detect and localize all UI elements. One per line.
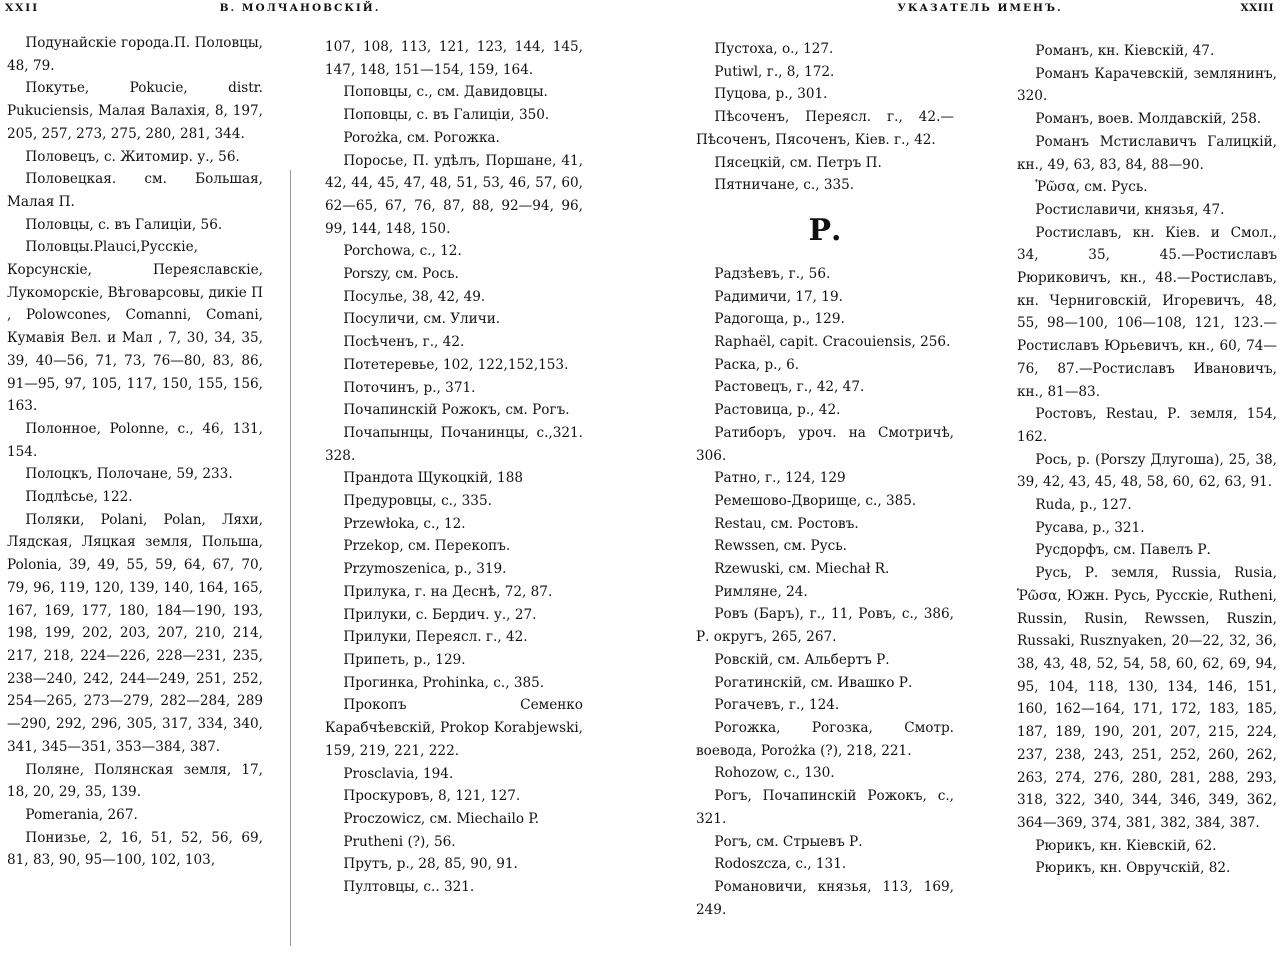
- index-entry: Припеть, р., 129.: [343, 651, 466, 668]
- left-page-column-2: [325, 36, 583, 966]
- index-entry: Поповцы, с., см. Давидовцы.: [343, 84, 548, 101]
- index-entry: Почапинскій Рожокъ, см. Рогъ.: [343, 402, 570, 419]
- index-entry: Проскуровъ, 8, 121, 127.: [343, 788, 521, 805]
- index-entry: Романовичи, князья, 113, 169, 249.: [696, 878, 954, 918]
- left-running-head: [0, 2, 600, 16]
- index-entry: Прилуки, с. Бердич. у., 27.: [343, 606, 537, 623]
- index-entry: Restau, см. Ростовъ.: [714, 515, 859, 532]
- index-entry: Prutheni (?), 56.: [343, 833, 456, 850]
- index-entry: Романъ, кн. Кіевскій, 47.: [1035, 43, 1215, 59]
- index-entry: Русь, Р. земля, Russia, Rusia, Ῥῶσα, Южн. Русь, Русскіе, Rutheni, Russin, Rusin, Rewssen, Ruszin, Russaki, Rusznyaken, 20—22, 32, 36, 38, 43, 48, 52, 54, 58, 60, 62, 69, 94, 95, 104, 118, 130, 134, 146, 151, 160, 162—164, 171, 172, 183, 185, 187, 189, 190, 201, 207, 215, 224, 237, 238, 243, 251, 252, 260, 262, 263, 274, 276, 280, 281, 288, 293, 318, 322, 340, 344, 346, 349, 362, 364—369, 374, 381, 382, 384, 387.: [1017, 565, 1277, 831]
- page-number-right: XXIII: [1240, 2, 1274, 14]
- index-entry: Почапынцы, Почанинцы, с.,321. 328.: [325, 424, 583, 464]
- index-entry: Полоцкъ, Полочане, 59, 233.: [25, 466, 233, 483]
- index-entry: Пултовцы, с.. 321.: [343, 879, 475, 896]
- index-entry: Ремешово-Дворище, с., 385.: [714, 492, 917, 509]
- index-entry: Радзѣевъ, г., 56.: [714, 265, 831, 282]
- index-entry: Подунайскіе города.П. Половцы, 48, 79.: [7, 35, 263, 74]
- continued-entry: 107, 108, 113, 121, 123, 144, 145, 147, 148, 151—154, 159, 164.: [325, 39, 583, 78]
- index-entry: Przewłoka, с., 12.: [343, 515, 466, 532]
- index-entry: Раска, р., 6.: [714, 356, 800, 373]
- index-entry: Ruda, р., 127.: [1035, 497, 1132, 514]
- index-entry: Покутье, Pokucie, distr. Pukuciensis, Малая Валахія, 8, 197, 205, 257, 273, 275, 280, 281, 344.: [7, 80, 263, 142]
- index-entry: Ратно, г., 124, 129: [714, 470, 846, 487]
- index-entry: Ростовъ, Restau, Р. земля, 154, 162.: [1017, 406, 1277, 445]
- running-title-right: УКАЗАТЕЛЬ ИМЕНЪ.: [897, 2, 1063, 14]
- index-entry: Rewssen, см. Русь.: [714, 538, 847, 555]
- index-entry: Рогатинскій, см. Ивашко Р.: [714, 674, 913, 691]
- index-entry: Рюрикъ, кн. Овручскій, 82.: [1035, 860, 1231, 877]
- page-number-left: XXII: [5, 2, 40, 14]
- index-entry: Русава, р., 321.: [1035, 519, 1145, 536]
- index-entry: Прокопъ Семенко Карабчѣевскій, Prokop Korabjewski, 159, 219, 221, 222.: [325, 697, 583, 759]
- index-entry: Rzewuski, см. Miechał R.: [714, 561, 890, 578]
- index-entry: Ῥῶσα, см. Русь.: [1035, 179, 1148, 196]
- index-entry: Przymoszenica, р., 319.: [343, 561, 507, 578]
- index-entry: Ратиборъ, уроч. на Смотричѣ, 306.: [696, 424, 954, 464]
- index-entry: Rohozow, с., 130.: [714, 765, 835, 782]
- right-page: [680, 0, 1280, 966]
- index-entry: Пѣсоченъ, Переясл. г., 42.—Пѣсоченъ, Пясоченъ, Кіев. г., 42.: [696, 109, 954, 148]
- index-entry: Прандота Щукоцкій, 188: [343, 470, 524, 487]
- index-entry: Прогинка, Prohinka, с., 385.: [343, 674, 545, 691]
- index-entry: Половецъ, с. Житомир. у., 56.: [25, 148, 240, 165]
- index-entry: Ростиславичи, князья, 47.: [1035, 201, 1225, 218]
- index-entry: Рось, р. (Porszy Длугоша), 25, 38, 39, 42, 43, 45, 48, 58, 60, 62, 63, 91.: [1017, 451, 1277, 491]
- index-entry: Предуровцы, с., 335.: [343, 493, 492, 510]
- index-entry: Ростиславъ, кн. Кіев. и Смол., 34, 35, 45.—Ростиславъ Рюриковичъ, кн., 48.—Ростиславъ, кн. Черниговскій, Игоревичъ, 48, 55, 98—100, 106—108, 121, 123.—Ростиславъ Юрьевичъ, кн., 60, 74—76, 87.—Ростиславъ Ивановичъ, кн., 81—83.: [1017, 224, 1277, 400]
- index-entry: Пятничане, с., 335.: [714, 177, 855, 194]
- index-entry: Putiwl, г., 8, 172.: [714, 63, 835, 80]
- left-page: [0, 0, 600, 966]
- index-entry: Rodoszcza, с., 131.: [714, 856, 847, 873]
- index-entry: Porożka, см. Рогожка.: [343, 129, 500, 146]
- index-entry: Подлѣсье, 122.: [25, 489, 133, 506]
- running-title-left: В. МОЛЧАНОВСКІЙ.: [219, 2, 381, 14]
- index-entry: Растовецъ, г., 42, 47.: [714, 379, 865, 396]
- index-entry: Русдорфъ, см. Павелъ Р.: [1035, 542, 1211, 559]
- index-entry: Рогачевъ, г., 124.: [714, 697, 840, 714]
- index-entry: Прилуки, Переясл. г., 42.: [343, 629, 528, 646]
- index-entry: Ровъ (Баръ), г., 11, Ровъ, с., 386, Р. округъ, 265, 267.: [696, 606, 954, 646]
- index-entry: Полонное, Polonne, с., 46, 131, 154.: [7, 420, 263, 460]
- index-entry: Посѣченъ, г., 42.: [343, 334, 465, 351]
- index-entry: Рогожка, Рогозка, Смотр. воевода, Porożka (?), 218, 221.: [696, 719, 954, 759]
- index-entry: Посулье, 38, 42, 49.: [343, 288, 486, 305]
- index-entry: Ровскій, см. Альбертъ Р.: [714, 651, 890, 668]
- right-page-column-2: [1017, 40, 1277, 966]
- index-entry: Половцы.Plauci,Русскіе, Корсунскіе, Переяславскіе, Лукоморскіе, Вѣговарсовы, дикіе П , Polowcones, Comanni, Comani, Кумавія Вел. и Мал , 7, 30, 34, 35, 39, 40—56, 71, 73, 76—80, 83, 86, 91—95, 97, 105, 117, 150, 155, 156, 163.: [7, 239, 263, 415]
- right-running-head: [680, 2, 1280, 16]
- index-entry: Римляне, 24.: [714, 583, 808, 600]
- index-entry: Поточинъ, р., 371.: [343, 379, 476, 396]
- index-entry: Рогъ, Почапинскій Рожокъ, с., 321.: [696, 788, 954, 827]
- index-entry: Поросье, П. удѣлъ, Поршане, 41, 42, 44, 45, 47, 48, 51, 53, 46, 57, 60, 62—65, 67, 76, 87, 88, 92—94, 96, 99, 144, 148, 150.: [325, 152, 583, 237]
- index-entry: Пясецкій, см. Петръ П.: [714, 154, 882, 171]
- index-entry: Porszy, см. Рось.: [343, 266, 459, 283]
- index-entry: Романъ Карачевскій, землянинъ, 320.: [1017, 65, 1277, 105]
- right-page-column-1: [696, 38, 954, 966]
- index-entry: Поляки, Polani, Polan, Ляхи, Лядская, Ляцкая земля, Польша, Polonia, 39, 49, 55, 59, 64, 67, 70, 79, 96, 119, 120, 139, 140, 164, 165, 167, 169, 177, 180, 184—190, 193, 198, 199, 202, 203, 207, 210, 214, 217, 218, 224—226, 228—231, 235, 238—240, 242, 244—249, 251, 252, 254—265, 273—279, 282—284, 289—290, 292, 296, 305, 317, 334, 340, 341, 345—351, 353—384, 387.: [7, 511, 263, 755]
- index-entry: Романъ, воев. Молдавскій, 258.: [1035, 111, 1262, 128]
- index-entry: Половецкая. см. Большая, Малая П.: [7, 171, 263, 210]
- index-entry: Потетеревье, 102, 122,152,153.: [343, 356, 569, 373]
- index-entry: Прутъ, р., 28, 85, 90, 91.: [343, 856, 518, 873]
- index-entry: Prosclavia, 194.: [343, 765, 454, 782]
- index-entry: Романъ Мстиславичъ Галицкій, кн., 49, 63, 83, 84, 88—90.: [1017, 133, 1277, 173]
- index-entry: Радимичи, 17, 19.: [714, 288, 843, 305]
- index-entry: Радогоща, р., 129.: [714, 311, 845, 328]
- index-entry: Porchowa, с., 12.: [343, 243, 462, 260]
- index-entry: Рюрикъ, кн. Кіевскій, 62.: [1035, 837, 1217, 854]
- index-entry: Рогъ, см. Стрыевъ Р.: [714, 833, 863, 850]
- index-entry: Пуцова, р., 301.: [714, 86, 828, 103]
- section-letter-heading: Р.: [808, 212, 842, 248]
- index-entry: Raphaël, capit. Cracouiensis, 256.: [714, 334, 951, 351]
- index-entry: Przekop, см. Перекопъ.: [343, 538, 511, 555]
- index-entry: Половцы, с. въ Галиціи, 56.: [25, 216, 223, 233]
- index-entry: Pomerania, 267.: [25, 806, 138, 823]
- index-entry: Растовица, р., 42.: [714, 402, 841, 419]
- index-entry: Понизье, 2, 16, 51, 52, 56, 69, 81, 83, 90, 95—100, 102, 103,: [7, 829, 263, 869]
- index-entry: Поляне, Полянская земля, 17, 18, 20, 29, 35, 139.: [7, 761, 263, 801]
- left-page-column-1: [7, 32, 263, 966]
- index-entry: Поповцы, с. въ Галиціи, 350.: [343, 107, 550, 124]
- index-entry: Proczowicz, см. Miechailo P.: [343, 810, 540, 827]
- index-entry: Прилука, г. на Деснѣ, 72, 87.: [343, 583, 553, 600]
- column-divider: [290, 170, 291, 946]
- index-entry: Посуличи, см. Уличи.: [343, 311, 501, 328]
- index-entry: Пустоха, о., 127.: [714, 41, 834, 57]
